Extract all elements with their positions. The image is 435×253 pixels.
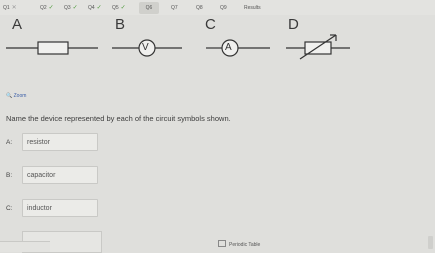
answer-label-b: B: xyxy=(6,172,13,179)
check-icon: ✓ xyxy=(96,5,102,11)
tab-q6[interactable] xyxy=(139,2,159,14)
voltmeter-symbol-icon xyxy=(108,15,198,85)
symbol-letter: C xyxy=(205,16,216,33)
tab-q1[interactable] xyxy=(3,2,23,14)
tab-label: Q7 xyxy=(171,5,178,11)
tab-label: Q6 xyxy=(145,5,153,11)
voltmeter-label: V xyxy=(142,42,149,53)
symbol-a xyxy=(0,15,110,85)
tab-label: Q1 xyxy=(3,5,10,11)
check-icon: ✓ xyxy=(72,5,78,11)
tab-q4[interactable] xyxy=(88,2,110,14)
zoom-label: Zoom xyxy=(13,93,27,99)
tab-label: Results xyxy=(244,5,261,11)
tab-q7[interactable] xyxy=(171,2,185,14)
question-tabs xyxy=(0,0,435,15)
answer-field-b[interactable]: capacitor xyxy=(22,166,98,184)
symbol-letter: D xyxy=(288,16,299,33)
symbol-b xyxy=(108,15,198,85)
answer-field-c[interactable]: inductor xyxy=(22,199,98,217)
tab-q8[interactable] xyxy=(196,2,210,14)
question-text: Name the device represented by each of the circuit symbols shown. xyxy=(6,114,231,123)
cross-icon: ✕ xyxy=(11,5,17,11)
circuit-symbols xyxy=(0,15,435,85)
table-icon xyxy=(218,240,226,247)
tab-results[interactable] xyxy=(244,2,274,14)
symbol-c xyxy=(200,15,280,85)
resistor-symbol-icon xyxy=(0,15,110,85)
ammeter-label: A xyxy=(225,42,232,53)
zoom-button[interactable] xyxy=(6,93,26,99)
tab-label: Q3 xyxy=(64,5,71,11)
answer-field-a[interactable]: resistor xyxy=(22,133,98,151)
search-icon: 🔍 xyxy=(6,93,13,99)
periodic-table-label: Periodic Table xyxy=(229,242,261,248)
tab-label: Q5 xyxy=(112,5,119,11)
tab-q5[interactable] xyxy=(112,2,136,14)
tab-label: Q2 xyxy=(40,5,47,11)
tab-label: Q8 xyxy=(196,5,203,11)
symbol-letter: B xyxy=(115,16,126,33)
answer-label-a: A: xyxy=(6,139,13,146)
check-icon: ✓ xyxy=(48,5,54,11)
answer-label-c: C: xyxy=(6,205,13,212)
check-icon: ✓ xyxy=(120,5,126,11)
tab-q3[interactable] xyxy=(64,2,86,14)
footer-bar xyxy=(0,241,50,252)
tab-q9[interactable] xyxy=(220,2,234,14)
periodic-table-button[interactable] xyxy=(218,240,260,248)
symbol-d xyxy=(280,15,360,85)
tab-q2[interactable] xyxy=(40,2,62,14)
tab-label: Q4 xyxy=(88,5,95,11)
variable-resistor-symbol-icon xyxy=(280,15,360,85)
symbol-letter: A xyxy=(12,16,23,33)
ammeter-symbol-icon xyxy=(200,15,280,85)
tab-label: Q9 xyxy=(220,5,227,11)
scrollbar[interactable] xyxy=(428,236,433,249)
